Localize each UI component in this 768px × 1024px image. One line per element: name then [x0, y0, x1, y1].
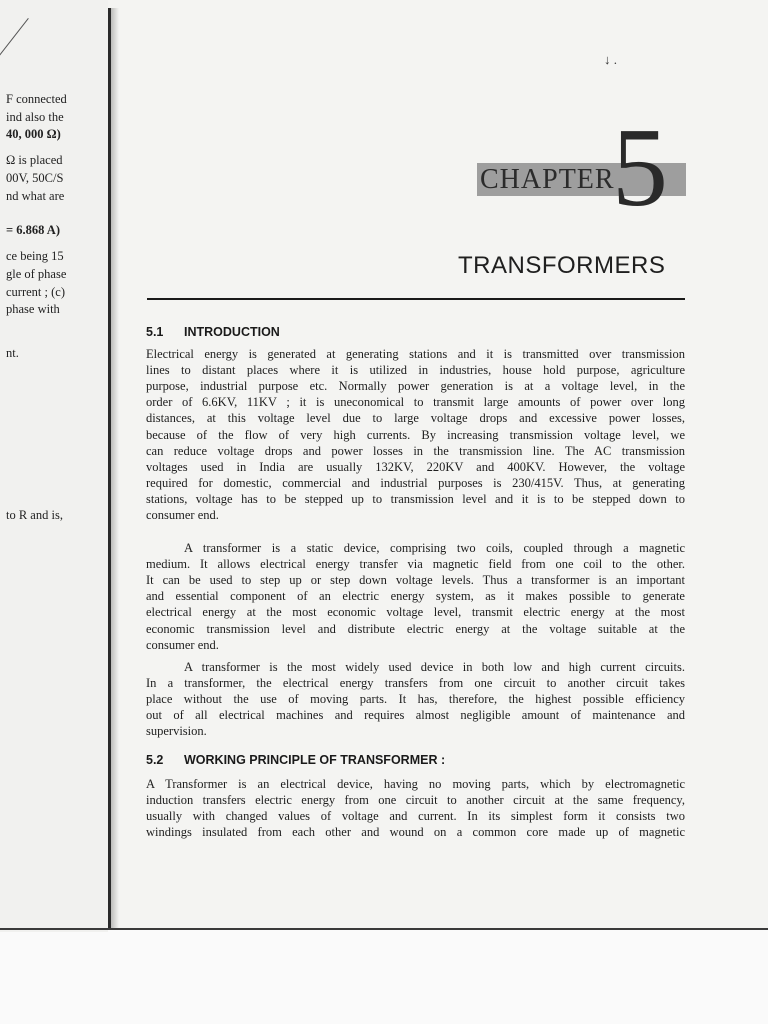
body-text-line: can reduce voltage drops and power losses in the transmission line. The AC transmission — [146, 443, 685, 458]
body-text-line: It can be used to step up or step down voltage levels. Thus a transformer is an important — [146, 573, 685, 588]
left-page — [0, 0, 108, 932]
chapter-title: TRANSFORMERS — [458, 252, 666, 279]
body-text-line: consumer end. — [146, 637, 219, 652]
title-rule — [147, 298, 685, 300]
body-text-line: and essential component of an electric energy system, as it makes possible to generate — [146, 589, 685, 604]
body-text-line: supervision. — [146, 724, 207, 739]
section-title: WORKING PRINCIPLE OF TRANSFORMER : — [184, 753, 446, 767]
left-page-line: gle of phase — [6, 267, 67, 281]
body-text-line: A transformer is a static device, comprising two coils, coupled through a magnetic — [184, 541, 685, 555]
section-heading-introduction — [146, 325, 280, 339]
body-text-line: Electrical energy is generated at generating stations and it is transmitted over transmission — [146, 347, 685, 361]
pencil-mark — [0, 18, 29, 56]
body-text-line: voltages used in India are usually 132KV, 220KV and 400KV. However, the voltage — [146, 459, 685, 474]
chapter-label: CHAPTER — [480, 164, 615, 195]
section-title: INTRODUCTION — [184, 325, 280, 339]
body-text-line: induction transfers electric energy from one circuit to another circuit at the same frequency, — [146, 793, 685, 808]
left-page-line: F connected — [6, 92, 67, 106]
body-text-line: because of the flow of very high currents. By increasing transmission voltage level, we — [146, 427, 685, 442]
body-text-line: consumer end. — [146, 508, 219, 522]
gutter-shadow — [111, 8, 119, 930]
body-text-line: distances, at this voltage level due to large voltage drops and excessive power losses, — [146, 411, 685, 426]
body-text-line: medium. It allows electrical energy transfer via magnetic field from one coil to the other. — [146, 557, 685, 572]
left-page-line: phase with — [6, 302, 60, 316]
body-text-line: windings insulated from each other and wound on a common core made up of magnetic — [146, 825, 685, 840]
body-text-line: purpose, industrial purpose etc. Normally power generation is at a voltage level, in the — [146, 379, 685, 394]
section-heading-working-principle — [146, 753, 445, 767]
body-text-line: out of all electrical machines and requires almost negligible amount of maintenance and — [146, 708, 685, 723]
left-page-line: nd what are — [6, 189, 65, 203]
body-text-line: order of 6.6KV, 11KV ; it is uneconomical to transmit large amounts of power over long — [146, 395, 685, 410]
body-text-line: economic transmission level and distribute electric energy at the voltage suitable at the — [146, 621, 685, 636]
left-page-line: nt. — [6, 346, 19, 360]
section-number: 5.2 — [146, 753, 164, 767]
left-page-line: ce being 15 — [6, 249, 64, 263]
left-page-line: Ω is placed — [6, 153, 63, 167]
page-bottom-edge — [0, 928, 768, 930]
corner-mark: ↓ . — [604, 52, 617, 67]
left-page-line: ind also the — [6, 110, 64, 124]
body-text-line: usually with changed values of voltage and current. In its simplest form it consists two — [146, 809, 685, 824]
body-text-line: In a transformer, the electrical energy transfers from one circuit to another circuit takes — [146, 676, 685, 691]
body-text-line: place without the use of moving parts. It has, therefore, the highest possible efficiency — [146, 692, 685, 707]
left-page-line: current ; (c) — [6, 285, 65, 299]
scan-background — [0, 930, 768, 1024]
left-page-line: 40, 000 Ω) — [6, 127, 61, 141]
chapter-number: 5 — [612, 106, 668, 230]
left-page-line: = 6.868 A) — [6, 223, 60, 237]
left-page-line: to R and is, — [6, 508, 63, 522]
body-text-line: stations, voltage has to be stepped up to transmission level and it is to be stepped down to — [146, 491, 685, 506]
body-text-line: lines to distant places where it is utilized in industries, house hold purpose, agriculture — [146, 363, 685, 378]
left-page-line: 00V, 50C/S — [6, 171, 64, 185]
body-text-line: electrical energy at the most economic voltage level, transmit electric energy at the most — [146, 605, 685, 620]
body-text-line: required for domestic, commercial and industrial purposes is 230/415V. Thus, at generating — [146, 475, 685, 490]
body-text-line: A transformer is the most widely used device in both low and high current circuits. — [184, 660, 685, 674]
section-number: 5.1 — [146, 325, 164, 339]
body-text-line: A Transformer is an electrical device, having no moving parts, which by electromagnetic — [146, 777, 685, 791]
